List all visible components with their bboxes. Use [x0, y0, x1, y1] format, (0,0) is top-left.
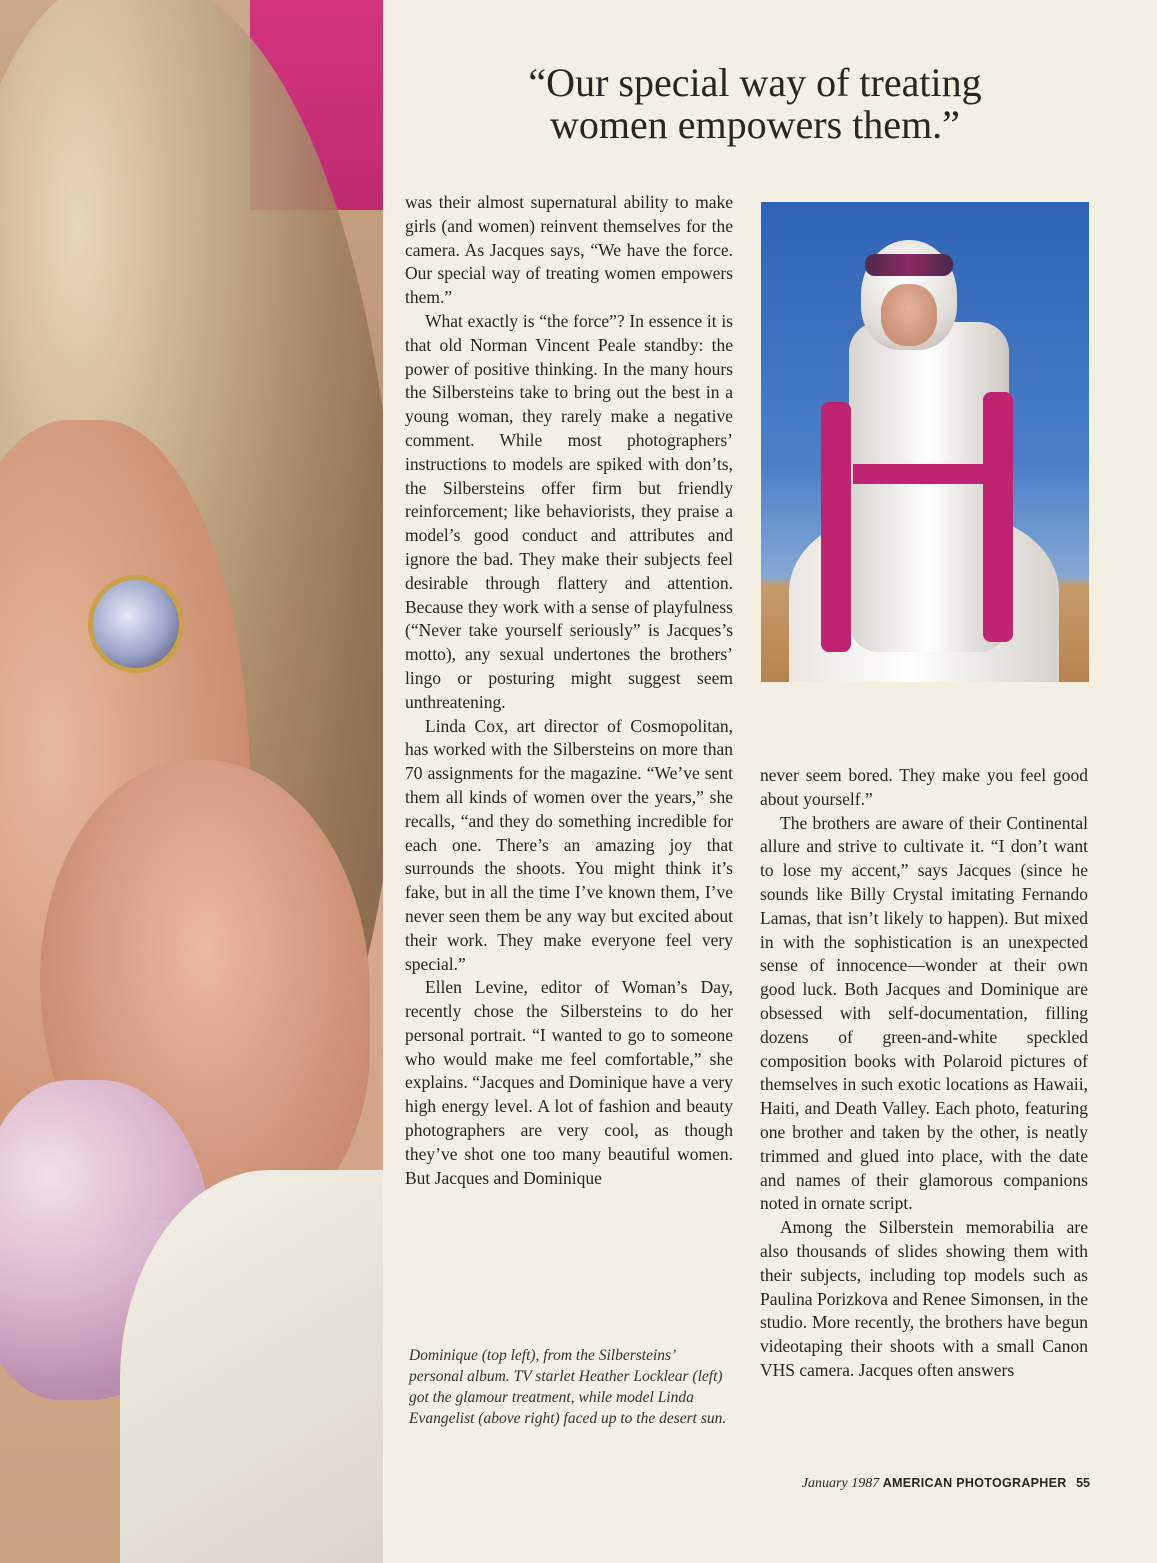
- desert-photo: [761, 202, 1089, 682]
- harness-strap-right: [983, 392, 1013, 642]
- paragraph: never seem bored. They make you feel good about yourself.”: [760, 765, 1088, 809]
- paragraph: Linda Cox, art director of Cosmopolitan, has worked with the Silbersteins on more than 70 assignments for the magazine. “We’ve sent them all kinds of women over the years,” she recalls, “and they do something incredible for each one. There’s an amazing joy that surrounds the shoots. You might think it’s fake, but in all the time I’ve known them, I’ve never seen them be any way but excited about their work. They make everyone feel very special.”: [405, 715, 733, 974]
- model-face: [881, 284, 937, 346]
- photo-caption: Dominique (top left), from the Silbersteins’ personal album. TV starlet Heather Locklear (left) got the glamour treatment, while model Linda Evangelist (above right) faced up to the desert sun.: [409, 1347, 727, 1427]
- paragraph: was their almost supernatural ability to make girls (and women) reinvent themselves for the camera. As Jacques says, “We have the force. Our special way of treating women empowers them.”: [405, 192, 733, 308]
- issue-date: January 1987: [801, 1476, 880, 1491]
- paragraph: What exactly is “the force”? In essence it is that old Norman Vincent Peale standby: the power of positive thinking. In the many hours the Silbersteins take to bring out the best in a young woman, they rarely make a negative comment. While most photographers’ instructions to models are spiked with don’ts, the Silbersteins offer firm but friendly reinforcement; like behaviorists, they praise a model’s good conduct and attributes and ignore the bad. They make their subjects feel desirable through flattery and attention. Because they work with a sense of playfulness (“Never take yourself seriously” is Jacques’s motto), any sexual undertones the brothers’ lingo or posturing might suggest seem unthreatening.: [405, 310, 733, 712]
- headline-line-2: women empowers them.”: [550, 102, 960, 147]
- paragraph: The brothers are aware of their Continental allure and strive to cultivate it. “I don’t want to lose my accent,” says Jacques (since he sounds like Billy Crystal imitating Fernando Lamas, that isn’t likely to happen). But mixed in with the sophistication is an unexpected sense of innocence—wonder at their own good luck. Both Jacques and Dominique are obsessed with self-documentation, filling dozens of green-and-white speckled composition books with Polaroid pictures of themselves in such exotic locations as Hawaii, Haiti, and Death Valley. Each photo, featuring one brother and taken by the other, is neatly trimmed and glued into place, with the date and names of their glamorous companions noted in ornate script.: [760, 812, 1088, 1214]
- helmet-visor: [865, 254, 953, 276]
- paragraph: Ellen Levine, editor of Woman’s Day, recently chose the Silbersteins to do her personal portrait. “I wanted to go to someone who would make me feel comfortable,” she explains. “Jacques and Dominique have a very high energy level. A lot of fashion and beauty photographers are very cool, as though they’ve shot one too many beautiful women. But Jacques and Dominique: [405, 977, 733, 1188]
- text-column-left: [405, 191, 733, 1190]
- page-number: 55: [1076, 1476, 1090, 1490]
- earring: [88, 575, 184, 673]
- page-folio: [790, 1476, 1090, 1492]
- left-photo: [0, 0, 383, 1563]
- paragraph: Among the Silberstein memorabilia are also thousands of slides showing them with their subjects, including top models such as Paulina Porizkova and Renee Simonsen, in the studio. More recently, the brothers have begun videotaping their shoots with a small Canon VHS camera. Jacques often answers: [760, 1217, 1088, 1380]
- headline-line-1: “Our special way of treating: [528, 60, 982, 105]
- pull-quote-headline: [430, 62, 1080, 146]
- harness-strap-left: [821, 402, 851, 652]
- harness-band: [853, 464, 993, 484]
- text-column-right: [760, 764, 1088, 1383]
- magazine-name: AMERICAN PHOTOGRAPHER: [882, 1476, 1067, 1490]
